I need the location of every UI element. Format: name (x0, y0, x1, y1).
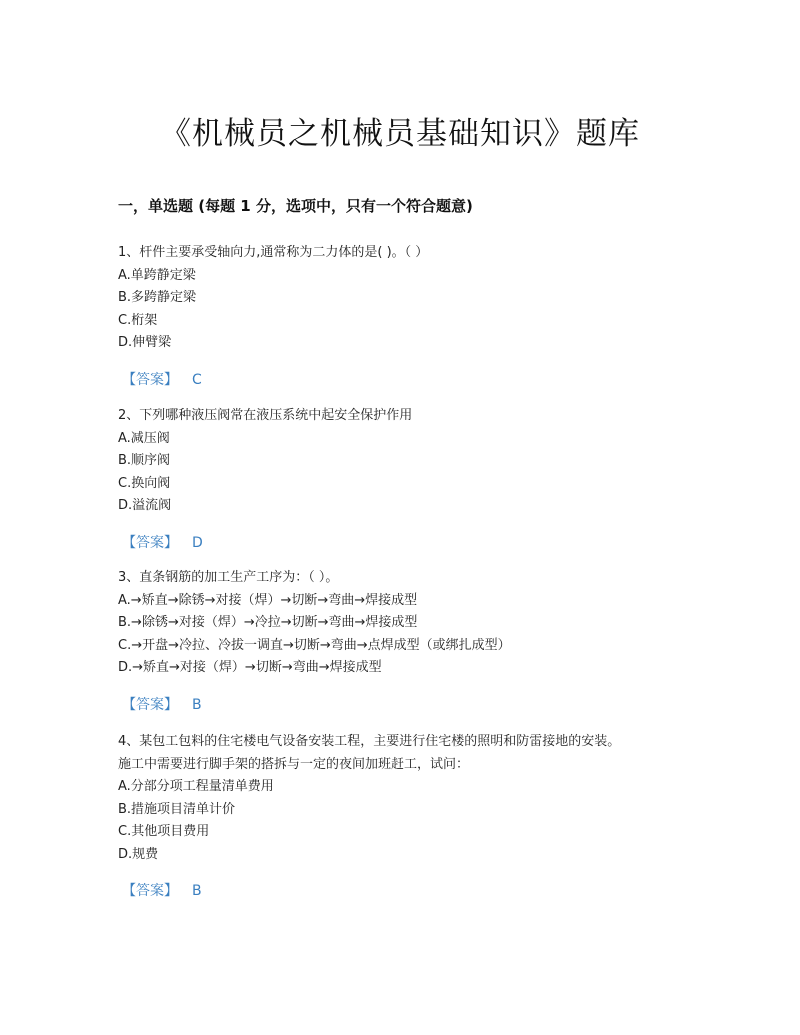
question-2 (118, 405, 698, 554)
answer-row (118, 532, 698, 554)
option-d: D.规费 (118, 846, 159, 862)
document-title: 《机械员之机械员基础知识》题库 (160, 116, 640, 152)
answer-label: 【答案】 (122, 696, 178, 713)
question-stem-line-1: 4、某包工包料的住宅楼电气设备安装工程，主要进行住宅楼的照明和防雷接地的安装。 (118, 734, 621, 749)
option-a: A.减压阀 (118, 430, 170, 446)
question-1 (118, 242, 698, 391)
option-b: B.顺序阀 (118, 453, 171, 468)
question-3 (118, 567, 698, 716)
question-4 (118, 731, 698, 902)
option-c: C.换向阀 (118, 475, 171, 491)
answer-value: C (192, 371, 202, 388)
section-heading: 一，单选题 (每题 1 分，选项中，只有一个符合题意) (118, 197, 473, 215)
question-stem: 2、下列哪种液压阀常在液压系统中起安全保护作用 (118, 408, 413, 423)
option-c: C.→开盘→冷拉、冷拔一调直→切断→弯曲→点焊成型（或绑扎成型） (118, 637, 511, 653)
option-d: D.伸臂梁 (118, 335, 172, 350)
option-c: C.其他项目费用 (118, 824, 210, 839)
question-stem: 3、直条钢筋的加工生产工序为：（ ）。 (118, 570, 339, 585)
answer-label: 【答案】 (122, 883, 178, 899)
question-stem-line-2: 施工中需要进行脚手架的搭拆与一定的夜间加班赶工，试问： (118, 756, 470, 772)
option-a: A.分部分项工程量清单费用 (118, 779, 274, 794)
answer-value: B (192, 883, 202, 899)
option-d: D.溢流阀 (118, 498, 172, 513)
answer-row (118, 694, 698, 716)
option-b: B.措施项目清单计价 (118, 801, 236, 817)
option-a: A.单跨静定梁 (118, 267, 196, 283)
option-b: B.→除锈→对接（焊）→冷拉→切断→弯曲→焊接成型 (118, 615, 418, 630)
option-d: D.→矫直→对接（焊）→切断→弯曲→焊接成型 (118, 660, 382, 675)
option-a: A.→矫直→除锈→对接（焊）→切断→弯曲→焊接成型 (118, 592, 418, 608)
answer-row (118, 369, 698, 391)
answer-label: 【答案】 (122, 371, 178, 388)
answer-value: D (192, 534, 203, 551)
question-stem: 1、杆件主要承受轴向力,通常称为二力体的是( )。（ ） (118, 245, 429, 260)
answer-label: 【答案】 (122, 534, 178, 551)
answer-value: B (192, 696, 202, 713)
answer-row (118, 880, 698, 902)
option-b: B.多跨静定梁 (118, 290, 197, 305)
option-c: C.桁架 (118, 312, 158, 328)
